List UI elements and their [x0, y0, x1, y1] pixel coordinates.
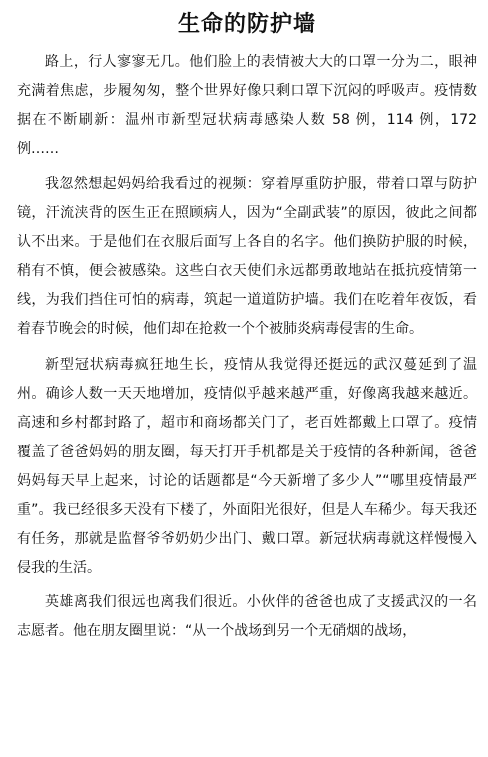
- paragraph-4: 英雄离我们很远也离我们很近。小伙伴的爸爸也成了支援武汉的一名志愿者。他在朋友圈里说：“从一个战场到另一个无硝烟的战场，: [17, 594, 477, 639]
- document-title: 生命的防护墙: [177, 12, 316, 37]
- paragraph-2: 我忽然想起妈妈给我看过的视频：穿着厚重防护服，带着口罩与防护镜，汗流浃背的医生正在照顾病人，因为“全副武装”的原因，彼此之间都认不出来。于是他们在衣服后面写上各自的名字。他们换防护服的时候，稍有不慎，便会被感染。这些白衣天使们永远都勇敢地站在抵抗疫情第一线，为我们挡住可怕的病毒，筑起一道道防护墙。我们在吃着年夜饭，看着春节晚会的时候，他们却在抢救一个个被肺炎病毒侵害的生命。: [17, 176, 477, 337]
- paragraph-3: 新型冠状病毒疯狂地生长，疫情从我觉得还挺远的武汉蔓延到了温州。确诊人数一天天地增加，疫情似乎越来越严重，好像离我越来越近。高速和乡村都封路了，超市和商场都关门了，老百姓都戴上口罩了。疫情覆盖了爸爸妈妈的朋友圈，每天打开手机都是关于疫情的各种新闻，爸爸妈妈每天早上起来，讨论的话题都是“今天新增了多少人”“哪里疫情最严重”。我已经很多天没有下楼了，外面阳光很好，但是人车稀少。每天我还有任务，那就是监督爷爷奶奶少出门、戴口罩。新冠状病毒就这样慢慢入侵我的生活。: [17, 357, 477, 576]
- document-page: [17, 8, 477, 653]
- paragraph-1: 路上，行人寥寥无几。他们脸上的表情被大大的口罩一分为二，眼神充满着焦虑，步履匆匆，整个世界好像只剩口罩下沉闷的呼吸声。疫情数据在不断刷新：温州市新型冠状病毒感染人数 58 例，114 例，172 例……: [17, 54, 477, 157]
